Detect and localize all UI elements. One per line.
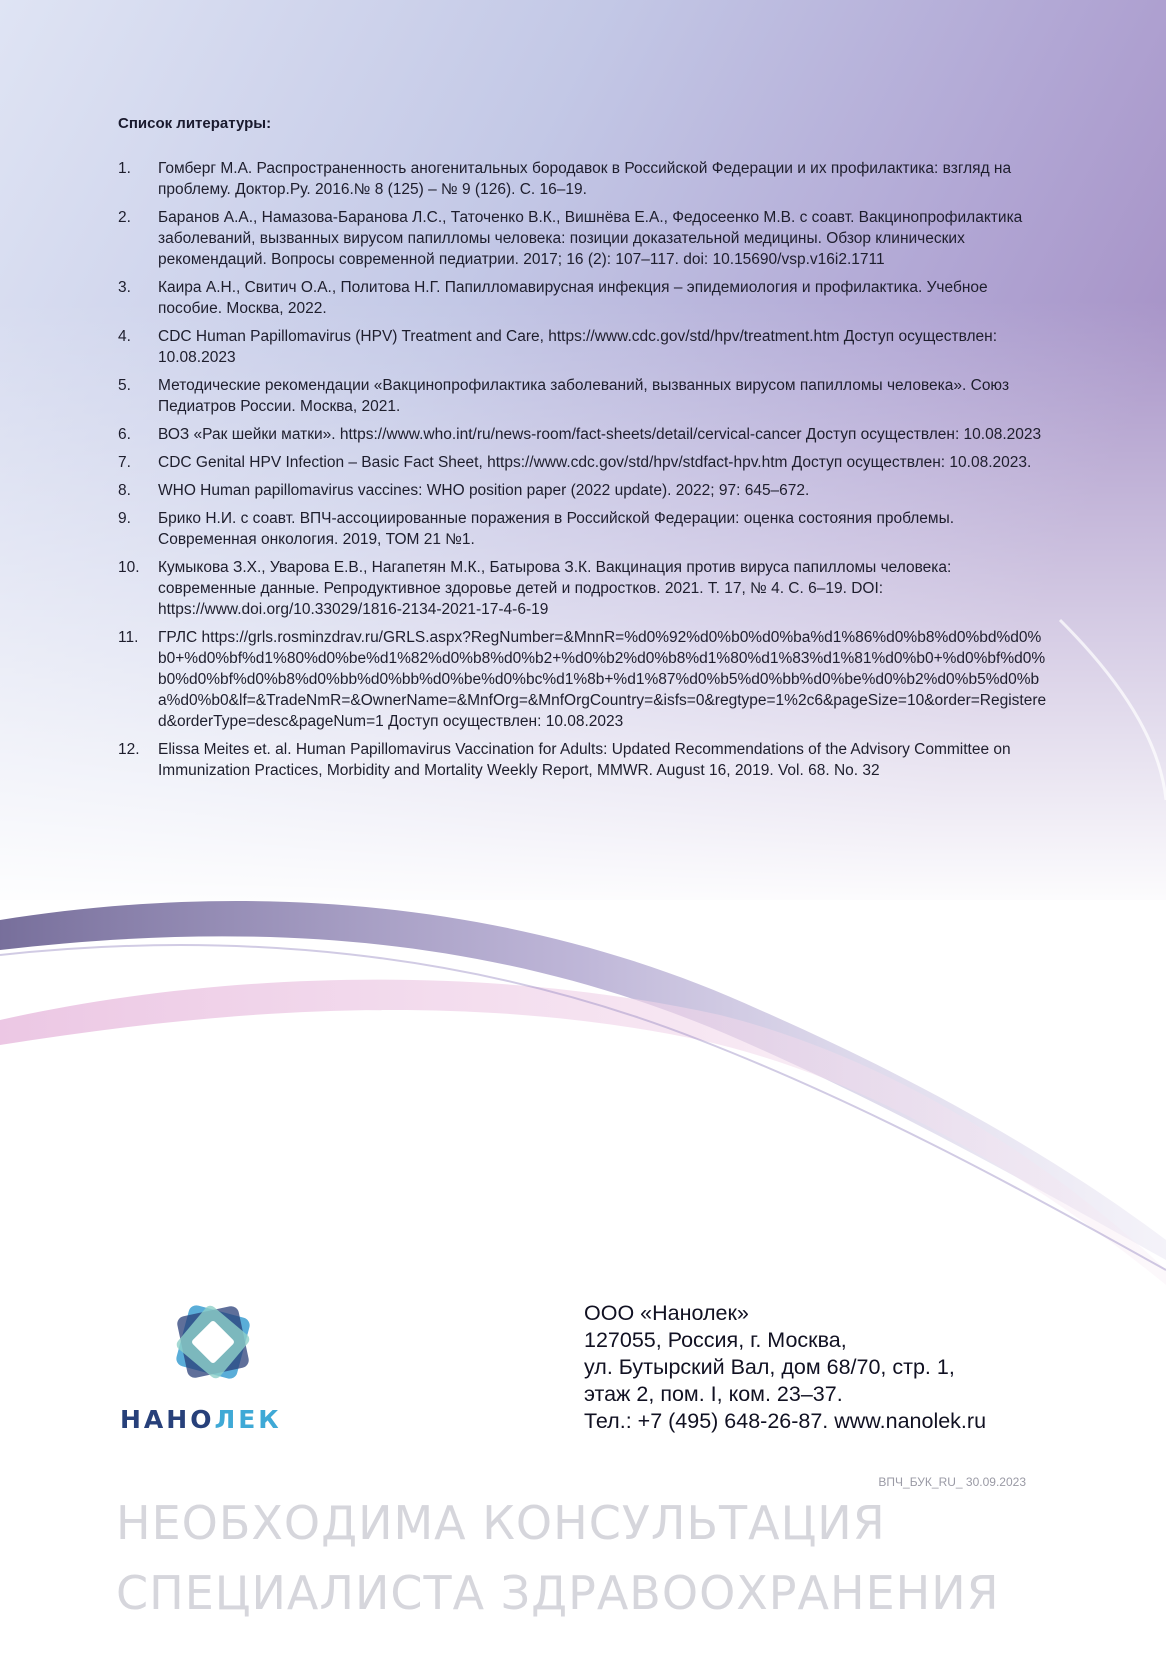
reference-number: 4. (118, 328, 131, 345)
reference-item (118, 480, 1048, 501)
nanolek-logo (120, 1293, 310, 1433)
reference-item (118, 627, 1048, 732)
reference-item (118, 207, 1048, 270)
reference-text: Каира А.Н., Свитич О.А., Политова Н.Г. Папилломавирусная инфекция – эпидемиология и профилактика. Учебное пособие. Москва, 2022. (158, 279, 988, 317)
reference-text: CDC Genital HPV Infection – Basic Fact Sheet, https://www.cdc.gov/std/hpv/stdfact-hpv.htm Доступ осуществлен: 10.08.2023. (158, 454, 1032, 471)
reference-text: Кумыкова З.Х., Уварова Е.В., Нагапетян М.К., Батырова З.К. Вакцинация против вируса папилломы человека: современные данные. Репродуктивное здоровье детей и подростков. 2021. Т. 17, № 4. С. 6–19. DOI: https://www.doi.org/10.33029/1816-2134-2021-17-4-6-19 (158, 559, 952, 618)
reference-number: 9. (118, 510, 131, 527)
reference-text: Методические рекомендации «Вакцинопрофилактика заболеваний, вызванных вирусом папилломы человека». Союз Педиатров России. Москва, 2021. (158, 377, 1010, 415)
reference-text: Баранов А.А., Намазова-Баранова Л.С., Таточенко В.К., Вишнёва Е.А., Федосеенко М.В. с соавт. Вакцинопрофилактика заболеваний, вызванных вирусом папилломы человека: позиции доказательной медицины. Обзор клинических рекомендаций. Вопросы современной педиатрии. 2017; 16 (2): 107–117. doi: 10.15690/vsp.v16i2.1711 (158, 209, 1023, 268)
reference-number: 10. (118, 559, 140, 576)
reference-number: 11. (118, 629, 139, 646)
address-line-3: этаж 2, пом. I, ком. 23–37. (584, 1382, 843, 1406)
reference-number: 3. (118, 279, 131, 296)
reference-number: 7. (118, 454, 131, 471)
reference-item (118, 508, 1048, 550)
company-name: ООО «Нанолек» (584, 1301, 749, 1325)
reference-item (118, 158, 1048, 200)
reference-text: ГРЛС https://grls.rosminzdrav.ru/GRLS.aspx?RegNumber=&MnnR=%d0%92%d0%b0%d0%ba%d1%86%d0%b8%d0%bd%d0%b0+%d0%bf%d1%80%d0%be%d1%82%d0%b8%d0%b2+%d0%b2%d0%b8%d1%80%d1%83%d1%81%d0%b0+%d0%bf%d0%b0%d0%bf%d0%b8%d0%bb%d0%bb%d0%be%d0%bc%d1%8b+%d1%87%d0%b5%d0%bb%d0%be%d0%b2%d0%b5%d0%ba%d0%b0&lf=&TradeNmR=&OwnerName=&MnfOrg=&MnfOrgCountry=&isfs=0&regtype=1%2c6&pageSize=10&order=Registered&orderType=desc&pageNum=1 Доступ осуществлен: 10.08.2023 (158, 629, 1047, 730)
reference-text: Брико Н.И. с соавт. ВПЧ-ассоциированные поражения в Российской Федерации: оценка состояния проблемы. Современная онкология. 2019, ТОМ 21 №1. (158, 510, 955, 548)
reference-text: Гомберг М.А. Распространенность аногенитальных бородавок в Российской Федерации и их профилактика: взгляд на проблему. Доктор.Ру. 2016.№ 8 (125) – № 9 (126). С. 16–19. (158, 160, 1012, 198)
reference-text: Elissa Meites et. al. Human Papillomavirus Vaccination for Adults: Updated Recommendations of the Advisory Committee on Immunization Practices, Morbidity and Mortality Weekly Report, MMWR. August 16, 2019. Vol. 68. No. 32 (158, 741, 1011, 779)
disclaimer-line-2: СПЕЦИАЛИСТА ЗДРАВООХРАНЕНИЯ (116, 1566, 1000, 1620)
reference-item (118, 326, 1048, 368)
references-title: Список литературы: (118, 115, 272, 132)
reference-text: ВОЗ «Рак шейки матки». https://www.who.int/ru/news-room/fact-sheets/detail/cervical-cancer Доступ осуществлен: 10.08.2023 (158, 426, 1042, 443)
reference-number: 1. (118, 160, 131, 177)
reference-number: 12. (118, 741, 140, 758)
reference-text: WHO Human papillomavirus vaccines: WHO position paper (2022 update). 2022; 97: 645–672. (158, 482, 810, 499)
reference-number: 5. (118, 377, 131, 394)
address-line-1: 127055, Россия, г. Москва, (584, 1328, 847, 1352)
disclaimer-line-1: НЕОБХОДИМА КОНСУЛЬТАЦИЯ (116, 1496, 886, 1550)
reference-number: 8. (118, 482, 131, 499)
reference-item (118, 557, 1048, 620)
nanolek-logo-text: НАНОЛЕК (120, 1405, 282, 1434)
reference-item (118, 452, 1048, 473)
reference-text: CDC Human Papillomavirus (HPV) Treatment and Care, https://www.cdc.gov/std/hpv/treatment.htm Доступ осуществлен: 10.08.2023 (158, 328, 998, 366)
reference-item (118, 739, 1048, 781)
specialist-disclaimer (116, 1488, 1116, 1628)
reference-number: 2. (118, 209, 131, 226)
reference-item (118, 375, 1048, 417)
reference-number: 6. (118, 426, 131, 443)
contact-line: Тел.: +7 (495) 648-26-87. www.nanolek.ru (584, 1409, 987, 1433)
document-code: ВПЧ_БУК_RU_ 30.09.2023 (878, 1475, 1026, 1489)
company-address (584, 1300, 1064, 1435)
reference-item (118, 424, 1048, 445)
nanolek-logo-icon (164, 1293, 262, 1391)
reference-item (118, 277, 1048, 319)
address-line-2: ул. Бутырский Вал, дом 68/70, стр. 1, (584, 1355, 955, 1379)
references-list (118, 158, 1048, 788)
